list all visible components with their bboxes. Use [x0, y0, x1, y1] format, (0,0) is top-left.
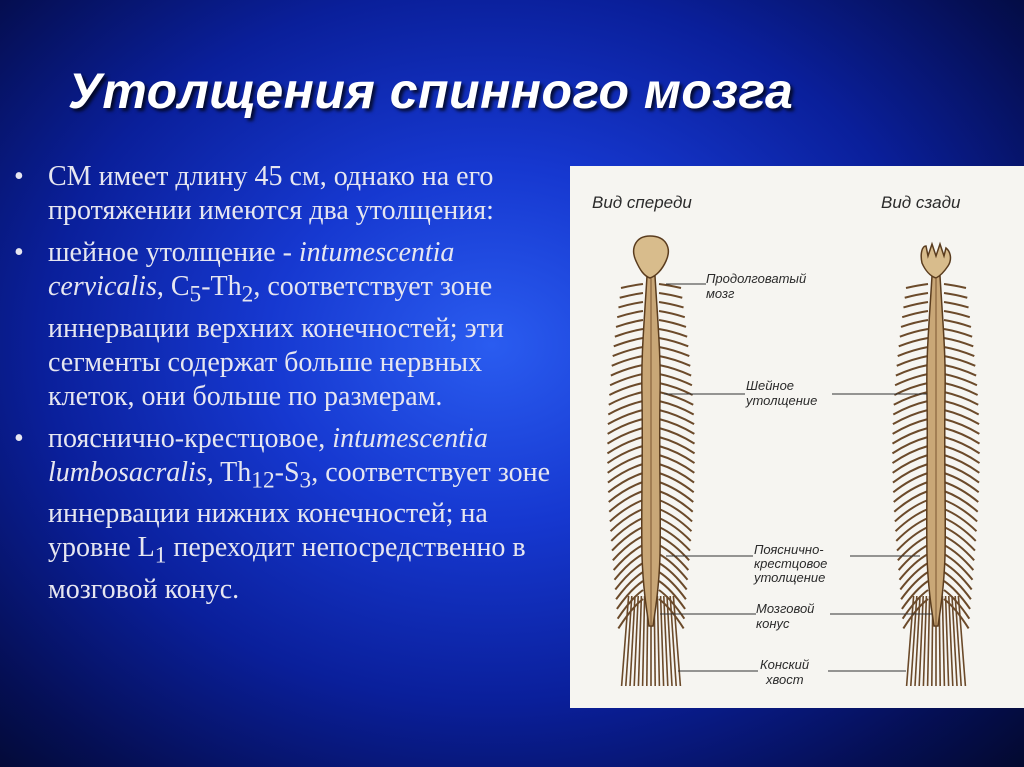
nerve-root: [617, 581, 643, 609]
nerve-root: [944, 302, 969, 307]
nerve-root: [900, 329, 928, 337]
nerve-root: [615, 563, 643, 590]
segment-sub: 3: [299, 467, 312, 494]
latin-term: intumescentia lumbosacralis: [48, 422, 488, 488]
bullet-marker: •: [14, 237, 24, 268]
nerve-root: [659, 329, 687, 337]
nerve-root: [944, 356, 975, 366]
label-medulla-line2: мозг: [706, 286, 735, 301]
label-cervical-line2: утолщение: [746, 393, 818, 408]
segment-sub: 1: [154, 542, 167, 569]
nerve-root: [906, 284, 928, 288]
label-medulla-line1: Продолговатый: [706, 271, 807, 286]
nerve-root: [659, 356, 690, 366]
cauda-fiber: [657, 596, 659, 686]
nerve-root: [659, 563, 687, 590]
cauda-fiber: [643, 596, 645, 686]
nerve-root: [944, 347, 974, 356]
nerve-root: [659, 572, 686, 599]
nerve-root: [620, 293, 643, 298]
nerve-root: [608, 446, 643, 463]
segment-text: , Th: [206, 456, 252, 488]
nerve-root: [900, 563, 928, 590]
segment-sub: 5: [189, 281, 202, 308]
front-view-caption: Вид спереди: [592, 193, 692, 212]
nerve-root: [612, 356, 643, 366]
nerve-root: [944, 284, 966, 288]
slide-title: Утолщения спинного мозга: [68, 63, 794, 119]
nerve-root: [659, 311, 685, 317]
nerve-root: [618, 302, 643, 307]
label-lumbo-line1: Пояснично-: [754, 542, 824, 557]
nerve-root: [944, 455, 979, 473]
bullet-text: СМ имеет длину 45 см, однако на его протяжении имеются два утолщения:: [48, 161, 494, 226]
nerve-root: [659, 293, 682, 298]
nerve-root: [659, 284, 681, 288]
nerve-root: [901, 320, 928, 327]
nerve-root: [902, 581, 928, 609]
segment-sub: 2: [241, 281, 254, 308]
nerve-root: [944, 293, 967, 298]
label-cervical-line1: Шейное: [746, 378, 795, 393]
back-view-caption: Вид сзади: [881, 193, 961, 212]
nerve-root: [902, 311, 928, 317]
bullet-text: пояснично-крестцовое,: [48, 422, 333, 454]
segment-text: , С: [156, 271, 190, 302]
bullet-text: , соответствует зоне иннервации верхних конечностей; эти сегменты содержат больше нервных клеток, они больше по размерам.: [48, 271, 504, 412]
nerve-root: [903, 302, 928, 307]
nerve-root: [893, 455, 928, 473]
nerve-root: [944, 572, 971, 599]
nerve-root: [893, 446, 928, 463]
nerve-root: [901, 572, 928, 599]
nerve-root: [659, 365, 691, 376]
bullet-length: [0, 160, 560, 228]
nerve-root: [659, 338, 688, 346]
nerve-root: [659, 347, 689, 356]
segment-text: -Th: [201, 271, 242, 302]
bullet-cervical: [0, 236, 560, 414]
cauda-fiber: [661, 596, 664, 686]
segment-text: , соответствует зоне иннервации нижних конечностей; на уровне L: [48, 456, 551, 564]
segment-text: -S: [274, 456, 300, 488]
nerve-root: [944, 329, 972, 337]
bullet-text: переходит непосредственно в мозговой конус.: [48, 532, 526, 605]
cauda-fiber: [942, 596, 944, 686]
nerve-root: [659, 455, 694, 473]
cauda-fiber: [946, 596, 949, 686]
nerve-root: [615, 329, 643, 337]
label-conus-line1: Мозговой: [756, 601, 815, 616]
nerve-root: [896, 365, 928, 376]
label-conus-line2: конус: [756, 616, 790, 631]
label-cauda-line2: хвост: [766, 672, 804, 687]
latin-term: intumescentia cervicalis: [48, 237, 455, 302]
nerve-root: [613, 347, 643, 356]
nerve-root: [944, 446, 979, 463]
nerve-root: [659, 302, 684, 307]
nerve-root: [616, 572, 643, 599]
spinal-cord-figure: [570, 166, 1024, 708]
nerve-root: [659, 320, 686, 327]
bullet-text: шейное утолщение -: [48, 237, 299, 268]
nerve-root: [944, 338, 973, 346]
nerve-root: [898, 347, 928, 356]
nerve-root: [897, 356, 928, 366]
nerve-root: [614, 338, 643, 346]
nerve-root: [617, 311, 643, 317]
nerve-root: [944, 563, 972, 590]
bullet-marker: •: [14, 422, 24, 454]
nerve-root: [905, 293, 928, 298]
nerve-root: [616, 320, 643, 327]
nerve-root: [944, 365, 976, 376]
nerve-root: [608, 455, 643, 473]
bullet-lumbosacral: [0, 422, 560, 607]
cauda-fiber: [928, 596, 930, 686]
bullet-list: [0, 160, 560, 615]
front-medulla: [634, 236, 669, 278]
nerve-root: [659, 446, 694, 463]
label-lumbo-line3: утолщение: [754, 570, 826, 585]
bullet-marker: •: [14, 161, 24, 192]
segment-sub: 12: [251, 467, 275, 494]
nerve-root: [659, 581, 685, 609]
nerve-root: [944, 311, 970, 317]
back-medulla: [921, 244, 950, 278]
nerve-root: [944, 581, 970, 609]
nerve-root: [621, 284, 643, 288]
label-cauda-line1: Конский: [760, 657, 810, 672]
nerve-root: [611, 365, 643, 376]
label-lumbo-line2: крестцовое: [754, 556, 828, 571]
nerve-root: [944, 320, 971, 327]
cauda-fiber: [923, 596, 926, 686]
cauda-fiber: [638, 596, 641, 686]
nerve-root: [899, 338, 928, 346]
